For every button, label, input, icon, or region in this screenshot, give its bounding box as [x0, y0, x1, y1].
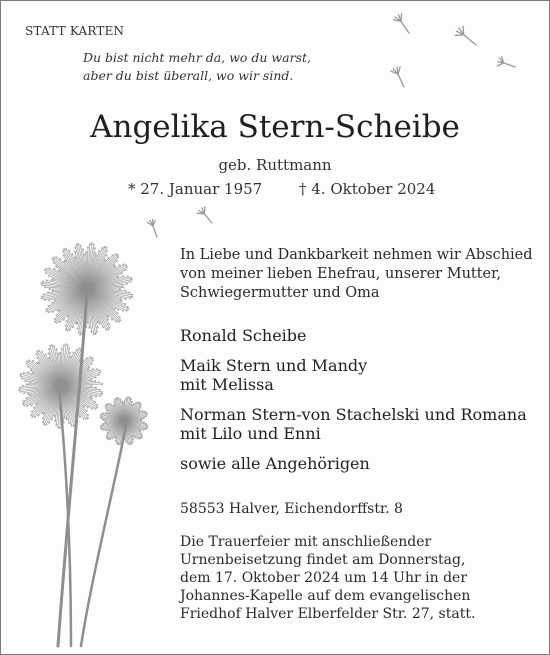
statt-karten-label: STATT KARTEN	[25, 24, 125, 38]
mourner-line: Norman Stern-von Stachelski und Romana	[180, 404, 527, 424]
family-address: 58553 Halver, Eichendorffstr. 8	[180, 501, 403, 517]
birth-date: * 27. Januar 1957	[128, 180, 263, 198]
mourner-line: mit Melissa	[180, 375, 274, 394]
farewell-line: von meiner lieben Ehefrau, unserer Mutter,	[180, 266, 502, 282]
mourner-entry	[180, 454, 527, 474]
mourners-list	[180, 326, 527, 483]
memorial-verse	[83, 49, 311, 85]
service-line: Johannes-Kapelle auf dem evangelischen	[180, 588, 471, 604]
service-line: Friedhof Halver Elberfelder Str. 27, statt.	[180, 606, 476, 622]
mourner-line: Ronald Scheibe	[180, 326, 307, 345]
mourner-entry	[180, 405, 527, 444]
service-line: Die Trauerfeier mit anschließender	[180, 534, 432, 550]
mourner-line: mit Lilo und Enni	[180, 424, 321, 443]
mourner-line: sowie alle Angehörigen	[180, 453, 370, 473]
birth-name: geb. Ruttmann	[218, 156, 332, 174]
service-line: Urnenbeisetzung findet am Donnerstag,	[180, 552, 466, 568]
funeral-service-info	[180, 533, 475, 623]
verse-line: aber du bist überall, wo wir sind.	[83, 68, 294, 83]
mourner-line: Maik Stern und Mandy	[180, 355, 368, 375]
farewell-text	[180, 246, 533, 303]
service-line: dem 17. Oktober 2024 um 14 Uhr in der	[180, 570, 468, 586]
deceased-name: Angelika Stern-Scheibe	[90, 109, 460, 145]
dandelion-flower-large	[40, 242, 133, 335]
farewell-line: In Liebe und Dankbarkeit nehmen wir Abschied	[180, 247, 533, 263]
farewell-line: Schwiegermutter und Oma	[180, 285, 380, 301]
death-date: † 4. Oktober 2024	[299, 180, 436, 198]
mourner-entry	[180, 326, 527, 346]
mourner-entry	[180, 356, 527, 395]
verse-line: Du bist nicht mehr da, wo du warst,	[83, 50, 311, 65]
